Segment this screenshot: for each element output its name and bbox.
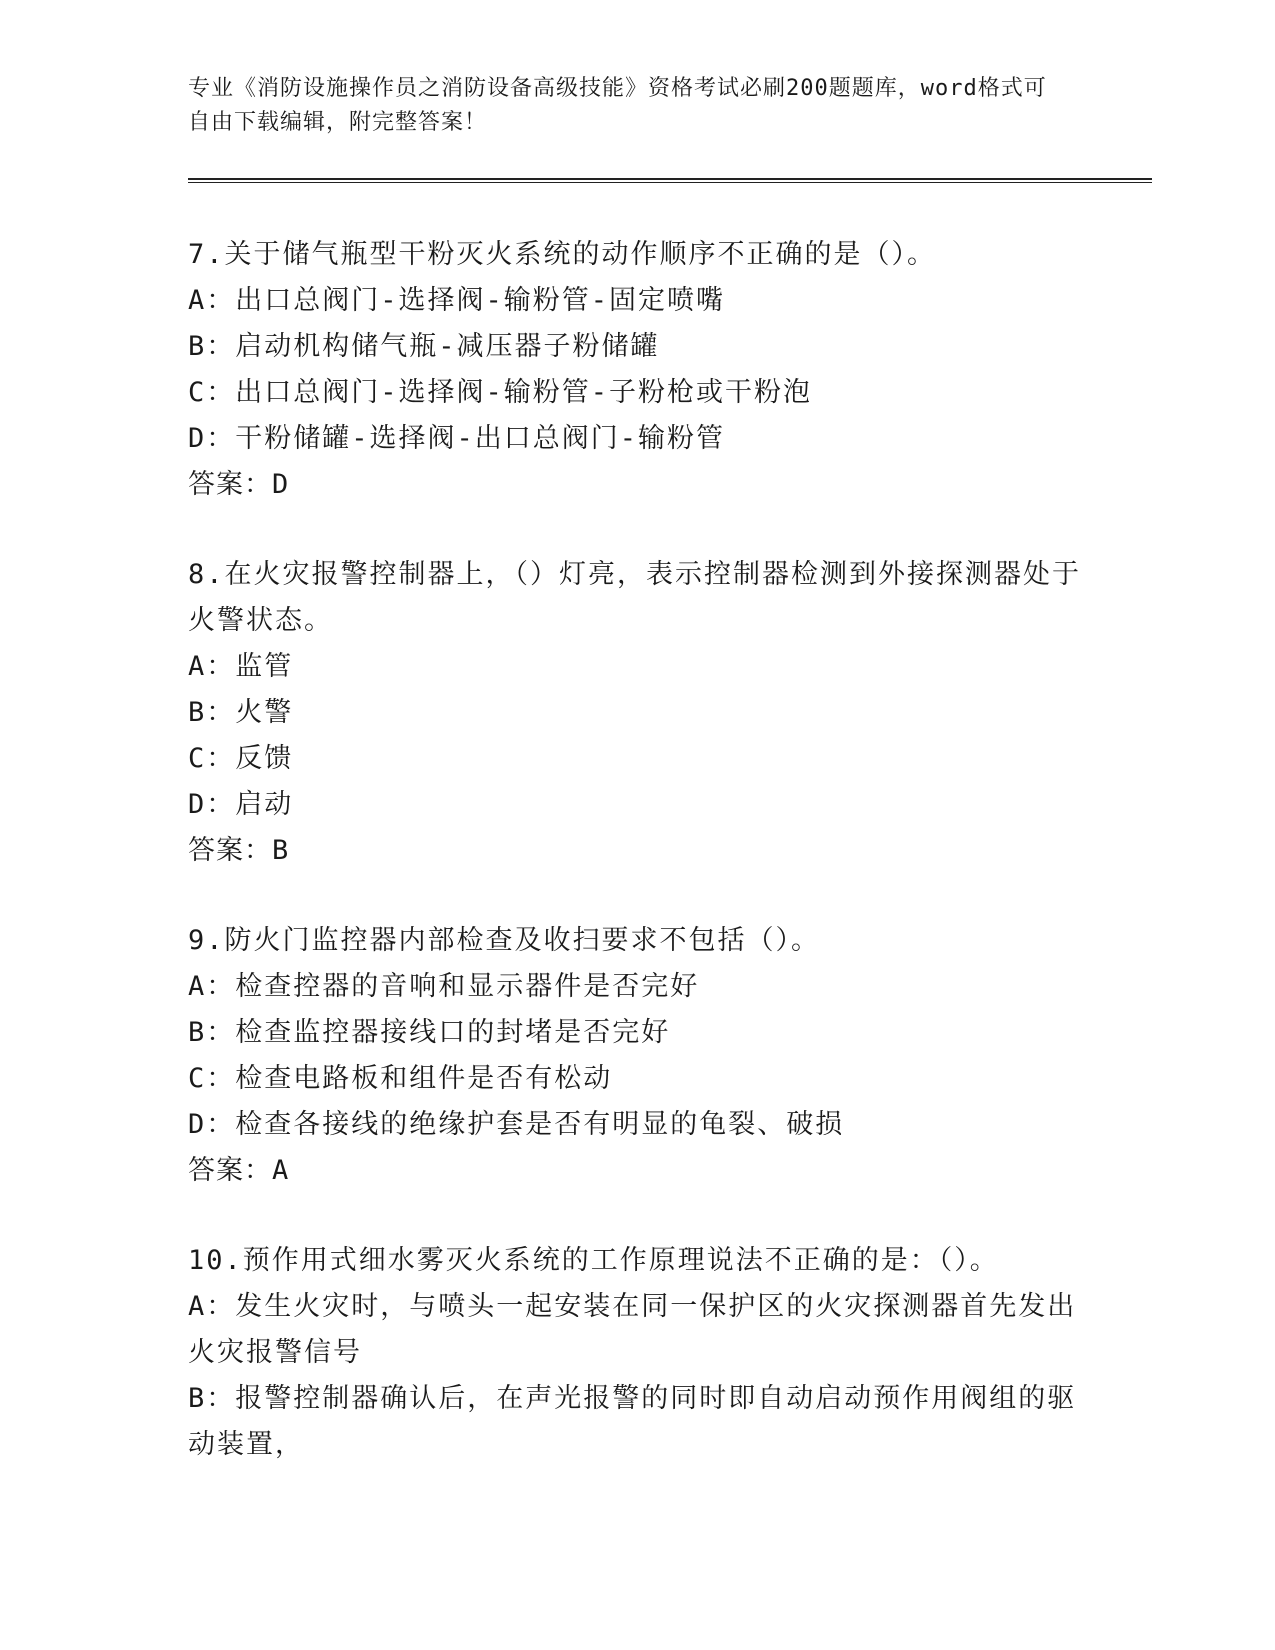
document-header: 专业《消防设施操作员之消防设备高级技能》资格考试必刷200题题库，word格式可自由下载编辑，附完整答案！ [188, 76, 1047, 135]
question-list [188, 232, 1088, 1512]
option-a: A：发生火灾时，与喷头一起安装在同一保护区的火灾探测器首先发出火灾报警信号 [188, 1291, 1077, 1368]
option-c: C：出口总阀门-选择阀-输粉管-子粉枪或干粉泡 [188, 377, 813, 408]
option-d: D：检查各接线的绝缘护套是否有明显的龟裂、破损 [188, 1109, 845, 1140]
question-7 [188, 232, 1088, 508]
answer-line [188, 462, 1088, 508]
option-c: C：检查电路板和组件是否有松动 [188, 1063, 613, 1094]
question-stem: 10.预作用式细水雾灭火系统的工作原理说法不正确的是：（）。 [188, 1245, 999, 1276]
answer-label: 答案： [188, 469, 272, 500]
answer-label: 答案： [188, 835, 272, 866]
question-stem: 9.防火门监控器内部检查及收扫要求不包括（）。 [188, 925, 821, 956]
question-8 [188, 552, 1088, 874]
answer-line [188, 1148, 1088, 1194]
question-9 [188, 918, 1088, 1194]
header-rule [188, 178, 1152, 180]
option-a: A：监管 [188, 651, 294, 682]
answer-line [188, 828, 1088, 874]
option-a: A：出口总阀门-选择阀-输粉管-固定喷嘴 [188, 285, 726, 316]
option-d: D：启动 [188, 789, 294, 820]
question-10 [188, 1238, 1088, 1468]
header-rule-thin [188, 182, 1152, 183]
option-b: B：检查监控器接线口的封堵是否完好 [188, 1017, 671, 1048]
question-stem: 8.在火灾报警控制器上，（）灯亮，表示控制器检测到外接探测器处于火警状态。 [188, 559, 1082, 636]
answer-label: 答案： [188, 1155, 272, 1186]
answer-value: D [272, 469, 290, 500]
option-c: C：反馈 [188, 743, 294, 774]
option-b: B：启动机构储气瓶-减压器子粉储罐 [188, 331, 660, 362]
option-b: B：报警控制器确认后，在声光报警的同时即自动启动预作用阀组的驱动装置， [188, 1383, 1077, 1460]
option-d: D：干粉储罐-选择阀-出口总阀门-输粉管 [188, 423, 726, 454]
answer-value: B [272, 835, 290, 866]
option-a: A：检查控器的音响和显示器件是否完好 [188, 971, 700, 1002]
question-stem: 7.关于储气瓶型干粉灭火系统的动作顺序不正确的是（）。 [188, 239, 937, 270]
answer-value: A [272, 1155, 290, 1186]
option-b: B：火警 [188, 697, 294, 728]
